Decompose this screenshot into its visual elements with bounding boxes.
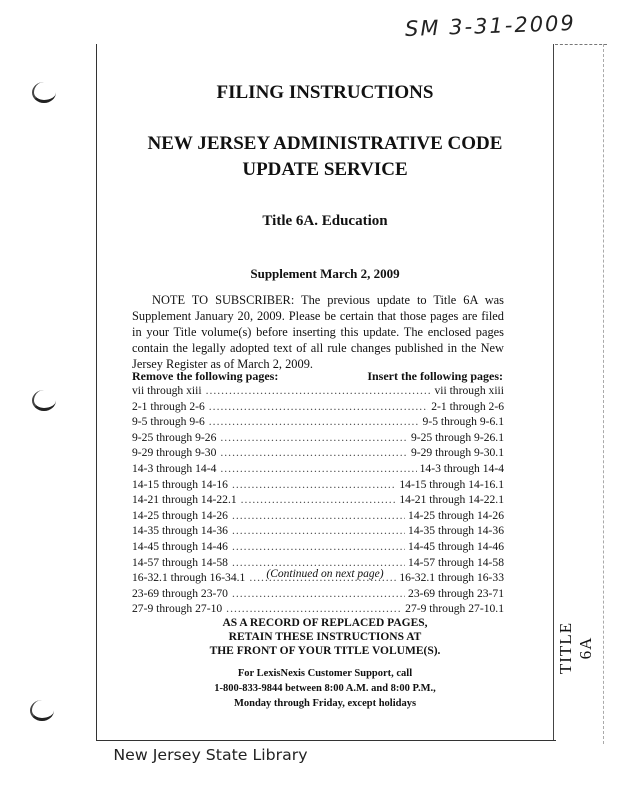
customer-support-info	[97, 666, 553, 711]
insert-pages-cell: 14-57 through 14-58	[408, 555, 504, 569]
remove-pages-cell: 14-45 through 14-46	[132, 539, 228, 553]
code-title-line2: UPDATE SERVICE	[242, 159, 408, 180]
support-line: 1-800-833-9844 between 8:00 A.M. and 8:00 P.M.,	[214, 683, 436, 694]
insert-pages-cell: vii through xiii	[434, 384, 504, 397]
support-line: Monday through Friday, except holidays	[233, 698, 417, 709]
title-side-tab: TITLE 6A	[556, 621, 595, 675]
remove-pages-cell: 14-25 through 14-26	[132, 508, 228, 522]
dot-leader	[220, 430, 408, 446]
insert-pages-cell: 14-25 through 14-26	[408, 508, 504, 522]
table-row	[132, 601, 504, 617]
binder-hole-icon	[32, 390, 56, 411]
insert-pages-cell: 14-45 through 14-46	[408, 539, 504, 553]
table-row	[132, 539, 504, 555]
remove-pages-cell: 9-29 through 9-30	[132, 446, 217, 460]
dot-leader	[232, 477, 396, 493]
record-line: RETAIN THESE INSTRUCTIONS AT	[228, 631, 422, 643]
remove-pages-cell: 9-25 through 9-26	[132, 430, 217, 444]
table-row	[132, 492, 504, 508]
page-border-top	[555, 44, 607, 45]
remove-pages-cell: 16-32.1 through 16-34.1	[132, 571, 246, 585]
support-line: For LexisNexis Customer Support, call	[237, 668, 413, 679]
page-replacement-list	[132, 383, 504, 617]
dot-leader	[206, 383, 432, 399]
continued-note: (Continued on next page)	[266, 568, 384, 580]
page-border-bottom	[96, 740, 556, 741]
filing-instructions-title: FILING INSTRUCTIONS	[216, 82, 434, 103]
remove-pages-cell: 14-35 through 14-36	[132, 524, 228, 538]
dot-leader	[209, 414, 420, 430]
table-row	[132, 414, 504, 430]
record-line: AS A RECORD OF REPLACED PAGES,	[222, 617, 428, 629]
table-row	[132, 508, 504, 524]
remove-pages-cell: vii through xiii	[132, 384, 202, 397]
dot-leader	[226, 601, 402, 617]
insert-pages-cell: 27-9 through 27-10.1	[405, 602, 504, 616]
table-row	[132, 399, 504, 415]
table-row	[132, 445, 504, 461]
insert-pages-cell: 9-5 through 9-6.1	[422, 415, 504, 429]
insert-pages-cell: 9-29 through 9-30.1	[410, 446, 504, 460]
insert-pages-cell: 14-21 through 14-22.1	[399, 493, 504, 507]
dot-leader	[232, 539, 405, 555]
tab-divider-line	[553, 44, 554, 740]
dot-leader	[241, 492, 397, 508]
record-line: THE FRONT OF YOUR TITLE VOLUME(S).	[209, 645, 441, 657]
handwritten-date-note: SM 3-31-2009	[404, 11, 577, 41]
insert-pages-cell: 14-35 through 14-36	[408, 524, 504, 538]
dot-leader	[232, 508, 405, 524]
dot-leader	[209, 399, 428, 415]
dot-leader	[232, 523, 405, 539]
remove-pages-cell: 14-15 through 14-16	[132, 477, 228, 491]
remove-pages-cell: 23-69 through 23-70	[132, 586, 228, 600]
insert-pages-cell: 14-3 through 14-4	[419, 461, 504, 475]
library-stamp: New Jersey State Library	[113, 746, 308, 764]
dot-leader	[220, 461, 416, 477]
insert-pages-cell: 23-69 through 23-71	[408, 586, 504, 600]
table-row	[132, 586, 504, 602]
remove-pages-header: Remove the following pages:	[132, 369, 279, 383]
table-row	[132, 461, 504, 477]
remove-pages-cell: 14-3 through 14-4	[132, 461, 217, 475]
subscriber-note: NOTE TO SUBSCRIBER: The previous update to Title 6A was Supplement January 20, 2009. Please be certain that those pages are filed in your Title volume(s) before inserting this update. The enclosed pages contain the legally adopted text of all rule changes published in the New Jersey Register as of March 2, 2009.	[132, 293, 504, 371]
insert-pages-header: Insert the following pages:	[367, 369, 503, 383]
binder-hole-icon	[30, 700, 54, 721]
remove-pages-cell: 9-5 through 9-6	[132, 415, 205, 429]
dot-leader	[220, 445, 408, 461]
table-row	[132, 383, 504, 399]
insert-pages-cell: 16-32.1 through 16-33	[399, 571, 504, 585]
code-title-line1: NEW JERSEY ADMINISTRATIVE CODE	[147, 133, 503, 154]
insert-pages-cell: 2-1 through 2-6	[431, 399, 504, 413]
page-border-right	[603, 44, 604, 744]
table-row	[132, 430, 504, 446]
supplement-date: Supplement March 2, 2009	[250, 266, 400, 281]
remove-pages-cell: 14-21 through 14-22.1	[132, 493, 237, 507]
title-subject: Title 6A. Education	[262, 213, 388, 229]
binder-hole-icon	[32, 82, 56, 103]
insert-pages-cell: 9-25 through 9-26.1	[410, 430, 504, 444]
table-row	[132, 477, 504, 493]
remove-pages-cell: 14-57 through 14-58	[132, 555, 228, 569]
insert-pages-cell: 14-15 through 14-16.1	[399, 477, 504, 491]
table-row	[132, 523, 504, 539]
remove-pages-cell: 2-1 through 2-6	[132, 399, 205, 413]
remove-pages-cell: 27-9 through 27-10	[132, 602, 223, 616]
record-instructions	[97, 616, 553, 658]
dot-leader	[232, 586, 405, 602]
